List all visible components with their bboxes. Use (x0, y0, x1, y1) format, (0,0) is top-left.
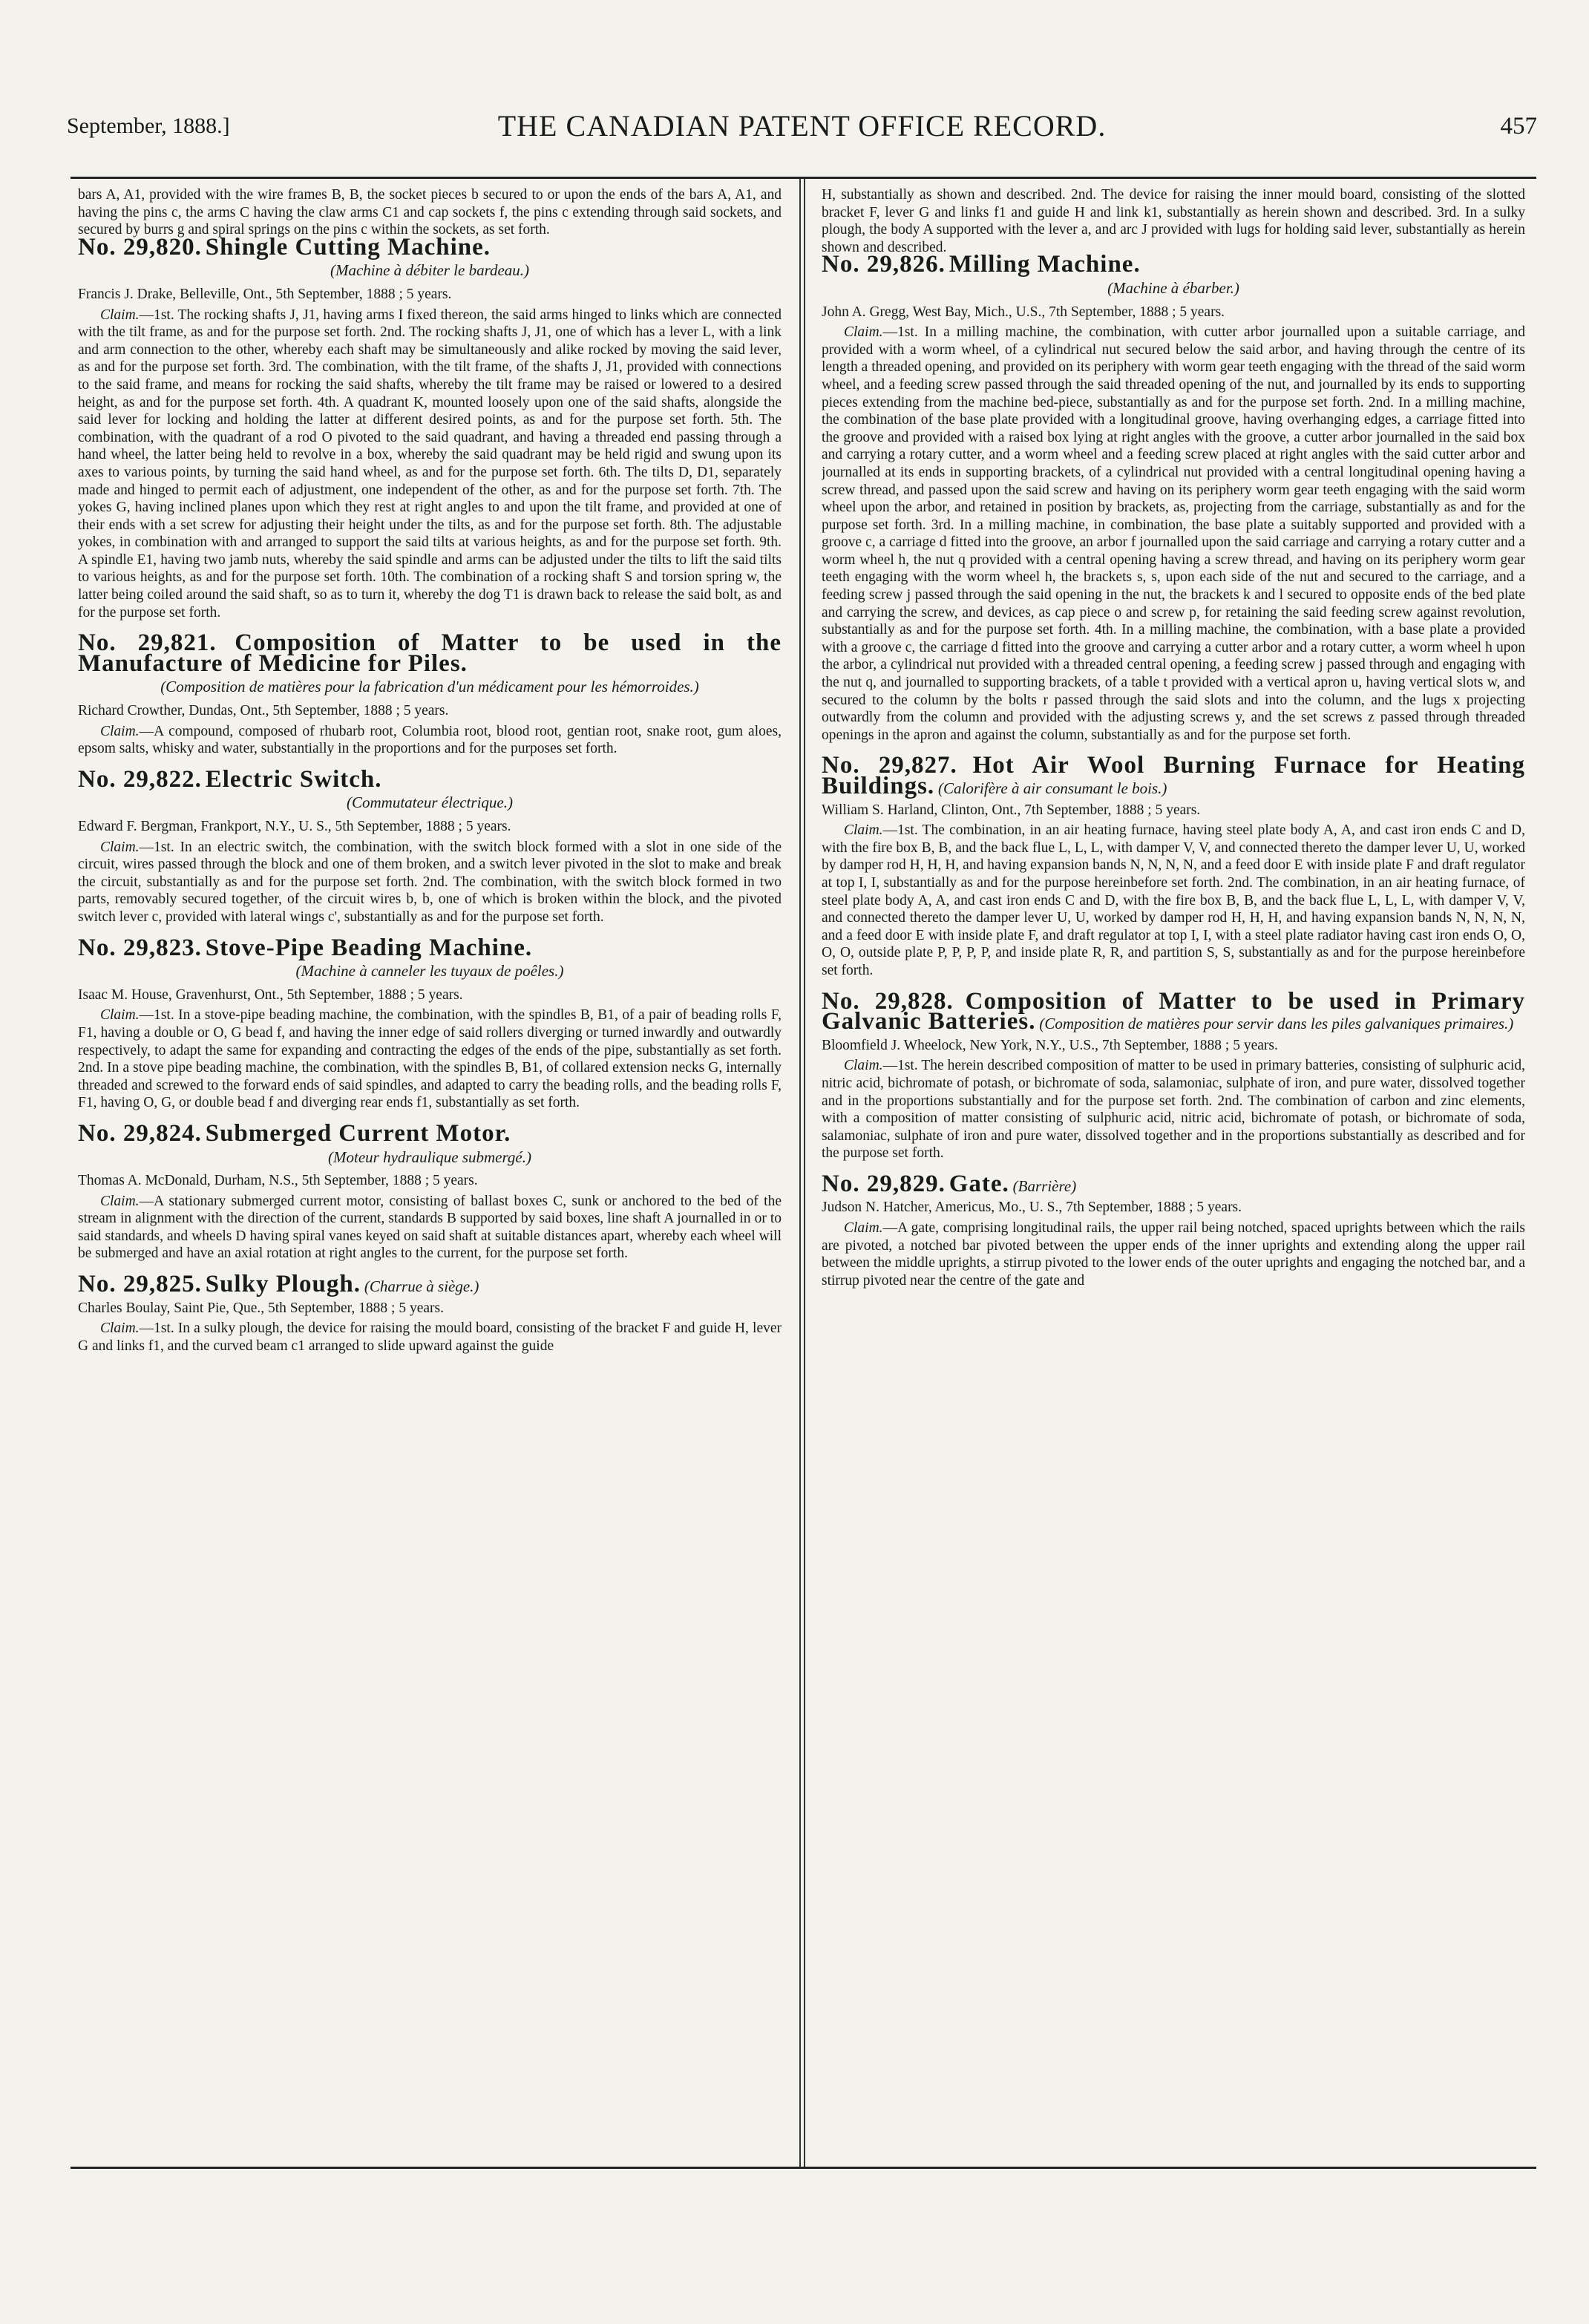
patent-title: Gate. (949, 1170, 1009, 1197)
header-title: THE CANADIAN PATENT OFFICE RECORD. (497, 109, 1107, 143)
claim-text: —1st. The rocking shafts J, J1, having arms I fixed thereon, the said arms hinged to links which are connected with the tilt frame, as and for the purpose set forth. 2nd. The rocking shafts J, J1, one of which has a lever L, with a link and arm connection to the other, whereby each shaft may be simultaneously and alike rocked by moving the said lever, as and for the purpose set forth. 3rd. The combination, with the tilt frame, of the shafts J, J1, provided with connections to the said frame, and means for rocking the said shafts, whereby the tilt frame may be raised or lowered to a desired height, as and for the purpose set forth. 4th. A quadrant K, mounted loosely upon one of the said shafts, alongside the said lever for locking and holding the latter at different desired points, as and for the purpose set forth. 5th. The combination, with the quadrant of a rod O pivoted to the said quadrant, and having a threaded end passing through a hand wheel, the latter being held to revolve in a box, whereby the said quadrant may be held rigid and swung upon its axes to various points, by turning the said hand wheel, as and for the purpose set forth. 6th. The tilts D, D1, separately made and hinged to permit each of adjustment, one independent of the other, as and for the purpose set forth. 7th. The yokes G, having inclined planes upon which they rest at right angles to and upon the tilt frame, and provided at one of their ends with a set screw for adjusting their height under the tilts, as and for the purpose set forth. 8th. The adjustable yokes, in combination with and arranged to support the said tilts at various heights, as and for the purpose set forth. 9th. A spindle E1, having two jamb nuts, whereby the said spindle and arms can be adjusted under the tilts to lift the said tilts to various heights, as and for the purpose set forth. 10th. The combination of a rocking shaft S and torsion spring w, the latter being coiled around the said shaft, so as to turn it, whereby the dog T1 is drawn back to release the said bolt, as and for the purpose set forth. (78, 307, 782, 621)
claim-text: —A compound, composed of rhubarb root, Columbia root, blood root, gentian root, snake root, gum aloes, epsom salts, whisky and water, substantially in the proportions and for the purposes set forth. (78, 723, 782, 757)
claim-label: Claim. (100, 1007, 140, 1024)
claim-text: —1st. In a stove-pipe beading machine, the combination, with the spindles B, B1, of a pair of beading rolls F, F1, having a double or O, G bead f, and having the inner edge of said rollers diverging or turned inwardly and outwardly respectively, to adapt the same for expanding and contracting the edges of the ends of the pipe, substantially as set forth. 2nd. In a stove pipe beading machine, the combination, with the spindles B, B1, of collared extension necks G, internally threaded and screwed to the forward ends of said spindles, and adapted to carry the beading rolls, and the beading rolls F, F1, having O, G, or double bead f and diverging rear ends f1, substantially as set forth. (78, 1007, 782, 1111)
claim-label: Claim. (844, 1058, 883, 1074)
column-divider (799, 179, 801, 2167)
patent-number: No. 29,823. (78, 934, 202, 961)
french-title: (Machine à canneler les tuyaux de poêles.) (295, 962, 564, 981)
patent-number: No. 29,820. (78, 233, 202, 261)
patent-entry (822, 1170, 1525, 1290)
patent-owner: Richard Crowther, Dundas, Ont., 5th September, 1888 ; 5 years. (78, 703, 449, 719)
patent-entry (78, 765, 782, 926)
patent-number: No. 29,828. (822, 987, 954, 1015)
claim-text: —1st. In an electric switch, the combination, with the switch block formed with a slot in one side of the circuit, wires passed through the block and one of them broken, and a switch lever pivoted in the slot to make and break the circuit, substantially as and for the purpose set forth. 2nd. The combination, with the switch block formed in two parts, removably secured together, of the circuit wires b, b, one of which is broken within the block, and the pivoted switch lever c, provided with lateral wings c', substantially as and for the purpose set forth. (78, 839, 782, 925)
patent-owner: Bloomfield J. Wheelock, New York, N.Y., U.S., 7th September, 1888 ; 5 years. (822, 1037, 1278, 1053)
patent-number: No. 29,822. (78, 765, 202, 793)
patent-owner: Isaac M. House, Gravenhurst, Ont., 5th September, 1888 ; 5 years. (78, 986, 463, 1003)
french-title: (Calorifère à air consumant le bois.) (938, 779, 1167, 797)
claim-label: Claim. (844, 822, 883, 839)
left-column (78, 186, 782, 2159)
continued-text: bars A, A1, provided with the wire frames B, B, the socket pieces b secured to or upon the ends of the bars A, A1, and having the pins c, the arms C having the claw arms C1 and cap sockets f, the pins c extending through said sockets, and secured by burrs g and spiral springs on the pins c within the sockets, as set forth. (78, 187, 782, 238)
claim-text: —A stationary submerged current motor, consisting of ballast boxes C, sunk or anchored to the bed of the stream in alignment with the direction of the current, standards B supported by said boxes, line shaft A journalled in or to said standards, and wheels D having spiral vanes keyed on said shaft at suitable distances apart, whereby each wheel will be submerged and have an axial rotation at right angles to the current, for the purpose set forth. (78, 1193, 782, 1262)
french-title: (Commutateur électrique.) (347, 793, 513, 812)
patent-owner: Charles Boulay, Saint Pie, Que., 5th September, 1888 ; 5 years. (78, 1300, 444, 1316)
header-date: September, 1888.] (67, 114, 230, 138)
patent-owner: Thomas A. McDonald, Durham, N.S., 5th September, 1888 ; 5 years. (78, 1173, 478, 1189)
patent-title: Milling Machine. (949, 251, 1141, 278)
patent-number: No. 29,824. (78, 1119, 202, 1147)
french-title: (Composition de matières pour servir dans les piles galvaniques primaires.) (1039, 1015, 1514, 1033)
claim-text: —1st. The herein described composition of matter to be used in primary batteries, consisting of sulphuric acid, nitric acid, bichromate of potash, or bichromate of soda, salamoniac, sulphate of iron, and pure water, dissolved together and in the proportions substantially and for the purpose set forth. 2nd. The combination of carbon and zinc elements, with a composition of matter consisting of sulphuric acid, nitric acid, bichromate of potash, or bichromate of soda, salamoniac, sulphate of iron and pure water, dissolved together and in the proportions substantially as described and for the purpose set forth. (822, 1058, 1525, 1162)
patent-number: No. 29,825. (78, 1271, 202, 1298)
patent-entry (78, 934, 782, 1112)
claim-label: Claim. (100, 723, 140, 739)
claim-label: Claim. (844, 1220, 883, 1237)
patent-title: Electric Switch. (205, 765, 382, 793)
claim-label: Claim. (100, 307, 140, 323)
patent-number: No. 29,829. (822, 1170, 946, 1197)
patent-title: Submerged Current Motor. (205, 1119, 511, 1147)
claim-text: —1st. In a milling machine, the combination, with cutter arbor journalled upon a suitable carriage, and provided with a worm wheel, of a cylindrical nut secured below the said arbor, and having through the centre of its length a threaded opening, and provided on its periphery with worm gear teeth engaging with the thread of the said worm wheel, and a feeding screw passed through the said threaded opening of the nut, and journalled by its ends to supporting pieces extending from the machine bed-piece, substantially as and for the purpose set forth. 2nd. In a milling machine, the combination of the base plate provided with a longitudinal groove, having overhanging edges, a carriage fitted into the groove and provided with a raised box lying at right angles with the groove, a cutter arbor journalled in the said box and carrying a rotary cutter, and a worm wheel and a feeding screw placed at right angles with the said cutter arbor and journalled at its ends in supporting brackets, of a cylindrical nut provided with a central longitudinal opening having a screw thread, and passed upon the said screw and having on its periphery worm gear teeth engaging with the said worm wheel upon the arbor, and retained in position by brackets, as, projecting from the carriage, substantially as and for the purpose set forth. 3rd. In a milling machine, in combination, the base plate a suitably supported and provided with a groove c, a carriage d fitted into the groove, an arbor f journalled upon the said carriage and carrying a rotary cutter and a worm wheel h, the nut q provided with a central opening having a screw thread, and having on its periphery worm gear teeth engaging with the worm wheel h, the brackets s, s, upon each side of the nut and secured to the carriage, and a feeding screw j passed through the said opening in the nut, the brackets k and l secured to opposite ends of the bed plate and carrying the screw, and devices, as cap piece o and screw p, for retaining the said feeding screw against revolution, substantially as and for the purpose set forth. 4th. In a milling machine, the combination, with a base plate a provided with a groove c, the carriage d fitted into the groove and carrying a cutter arbor and a rotary cutter, a worm wheel h upon the arbor, a cylindrical nut provided with a threaded central opening, a feeding screw j passed through and engaging with the nut q, and journalled to supporting brackets, of a table t provided with a vertical apron u, having vertical slots w, and secured to the column by the bolts r passed through the said slots and into the column, and the lugs x projecting outwardly from the column and provided with the adjusting screws y, and the set screws z passed through threaded openings in the apron and against the column, substantially as and for the purpose set forth. (822, 324, 1525, 743)
claim-label: Claim. (100, 1320, 140, 1337)
claim-label: Claim. (100, 839, 140, 855)
page-number: 457 (1500, 113, 1537, 140)
patent-title: Composition of Matter to be used in the Manufacture of Medicine for Piles. (78, 629, 782, 677)
french-title: (Composition de matières pour la fabrication d'un médicament pour les hémorroides.) (160, 678, 699, 696)
patent-entry (78, 1119, 782, 1263)
patent-entry (822, 752, 1525, 979)
patent-entry (822, 987, 1525, 1162)
patent-title: Hot Air Wool Burning Furnace for Heating Buildings. (822, 752, 1525, 799)
claim-text: —1st. In a sulky plough, the device for raising the mould board, consisting of the bracket F and guide H, lever G and links f1, and the curved beam c1 arranged to slide upward against the guide (78, 1320, 782, 1354)
claim-text: —A gate, comprising longitudinal rails, the upper rail being notched, spaced uprights between which the rails are pivoted, a notched bar pivoted between the upper ends of the inner uprights and extending along the upper rail between the middle uprights, a stirrup pivoted to the lower ends of the outer uprights and engaging the notched bar, and a stirrup pivoted near the centre of the gate and (822, 1220, 1525, 1289)
patent-title: Stove-Pipe Beading Machine. (205, 934, 533, 961)
claim-text: —1st. The combination, in an air heating furnace, having steel plate body A, A, and cast iron ends C and D, with the fire box B, B, and the back flue L, L, L, with damper V, V, and connected thereto the damper lever U, U, worked by damper rod H, H, H, and having expansion bands N, N, N, N, and a feed door E with inside plate F and draft regulator at top I, I, substantially as and for the purpose hereinbefore set forth. 2nd. The combination, in an air heating furnace, of steel plate body A, A, and cast iron ends C and D, with the fire box B, B, and the back flue L, L, L, with damper V, V, and connected thereto the damper lever U, U, worked by damper rod H, H, H, and having expansion bands N, N, N, N, and a feed door E with inside plate F, and draft regulator at top I, I, with a steel plate radiator having cast iron ends O, O, O, O, outside plate P, P, P, P, and inside plate R, R, and partition S, S, substantially as and for the purpose hereinbefore set forth. (822, 822, 1525, 978)
patent-title: Shingle Cutting Machine. (205, 233, 491, 261)
page-header (67, 111, 1537, 156)
column-divider (804, 179, 805, 2167)
patent-entry (78, 1271, 782, 1355)
patent-owner: Edward F. Bergman, Frankport, N.Y., U. S., 5th September, 1888 ; 5 years. (78, 819, 511, 834)
patent-number: No. 29,827. (822, 752, 957, 779)
french-title: (Machine à débiter le bardeau.) (330, 261, 530, 280)
patent-entry (822, 251, 1525, 744)
patent-number: No. 29,821. (78, 629, 217, 657)
continued-text: H, substantially as shown and described. 2nd. The device for raising the inner mould board, consisting of the slotted bracket F, lever G and links f1 and guide H and link k1, substantially as herein shown and described. 3rd. In a sulky plough, the body A supported with the lever a, and arc J provided with lugs for holding said lever, substantially as herein shown and described. (822, 187, 1525, 255)
patent-number: No. 29,826. (822, 251, 946, 278)
french-title: (Barrière) (1012, 1176, 1077, 1195)
patent-entry (78, 233, 782, 621)
patent-title: Sulky Plough. (205, 1271, 361, 1298)
right-column (822, 186, 1525, 2159)
claim-label: Claim. (100, 1193, 140, 1209)
patent-owner: Judson N. Hatcher, Americus, Mo., U. S., 7th September, 1888 ; 5 years. (822, 1199, 1242, 1216)
patent-owner: William S. Harland, Clinton, Ont., 7th September, 1888 ; 5 years. (822, 802, 1201, 818)
french-title: (Machine à ébarber.) (1107, 278, 1239, 297)
patent-entry (78, 629, 782, 758)
french-title: (Charrue à siège.) (364, 1277, 479, 1296)
patent-owner: John A. Gregg, West Bay, Mich., U.S., 7th September, 1888 ; 5 years. (822, 304, 1225, 320)
claim-label: Claim. (844, 324, 883, 341)
french-title: (Moteur hydraulique submergé.) (328, 1148, 531, 1166)
patent-owner: Francis J. Drake, Belleville, Ont., 5th September, 1888 ; 5 years. (78, 286, 452, 302)
patent-title: Composition of Matter to be used in Primary Galvanic Batteries. (822, 987, 1525, 1035)
page-frame (71, 177, 1536, 2169)
